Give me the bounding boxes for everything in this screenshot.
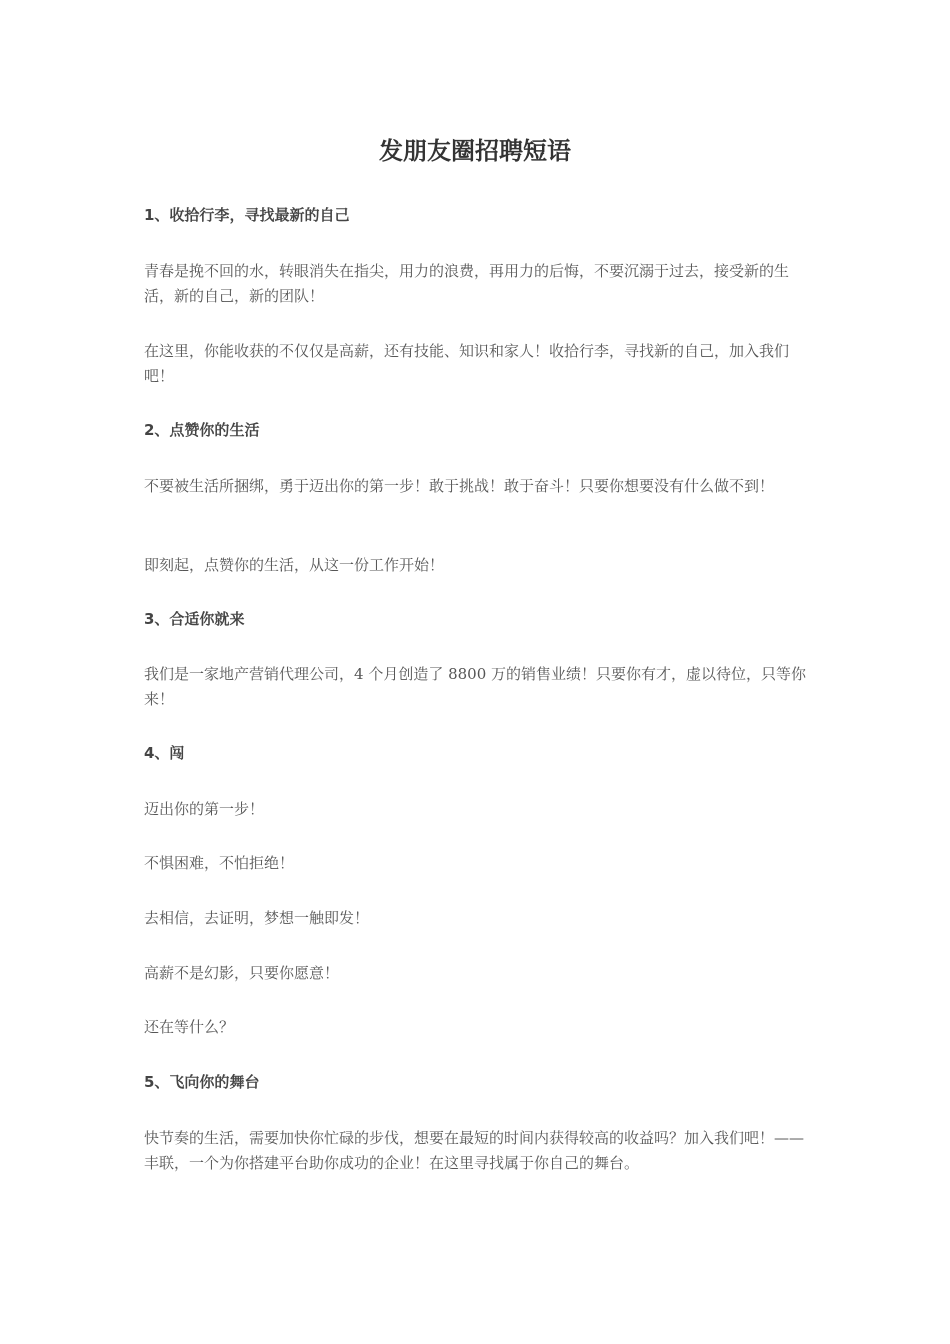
section-heading-3: 3、合适你就来 (144, 610, 245, 628)
section-heading-2: 2、点赞你的生活 (144, 421, 260, 439)
section-heading-1: 1、收拾行李，寻找最新的自己 (144, 206, 350, 224)
section-4-paragraph-1: 迈出你的第一步！ (144, 800, 265, 818)
section-1-paragraph-1: 青春是挽不回的水，转眼消失在指尖，用力的浪费，再用力的后悔，不要沉溺于过去，接受新的生活，新的自己，新的团队！ (144, 262, 790, 305)
section-4-paragraph-4: 高薪不是幻影，只要你愿意！ (144, 964, 340, 982)
section-2-paragraph-2: 即刻起，点赞你的生活，从这一份工作开始！ (144, 556, 445, 574)
section-3-paragraph-1: 我们是一家地产营销代理公司，4 个月创造了 8800 万的销售业绩！只要你有才，虚以待位，只等你来！ (144, 665, 807, 708)
section-4-paragraph-5: 还在等什么？ (144, 1018, 235, 1036)
section-heading-4: 4、闯 (144, 744, 185, 762)
section-4-paragraph-3: 去相信，去证明，梦想一触即发！ (144, 909, 370, 927)
section-heading-5: 5、飞向你的舞台 (144, 1073, 260, 1091)
section-5-paragraph-1: 快节奏的生活，需要加快你忙碌的步伐，想要在最短的时间内获得较高的收益吗？加入我们吧！——丰联，一个为你搭建平台助你成功的企业！在这里寻找属于你自己的舞台。 (144, 1129, 805, 1172)
section-1-paragraph-2: 在这里，你能收获的不仅仅是高薪，还有技能、知识和家人！收拾行李，寻找新的自己，加入我们吧！ (144, 342, 790, 385)
document-title: 发朋友圈招聘短语 (379, 137, 571, 165)
section-4-paragraph-2: 不惧困难，不怕拒绝！ (144, 854, 295, 872)
section-2-paragraph-1: 不要被生活所捆绑，勇于迈出你的第一步！敢于挑战！敢于奋斗！只要你想要没有什么做不到！ (144, 477, 775, 495)
